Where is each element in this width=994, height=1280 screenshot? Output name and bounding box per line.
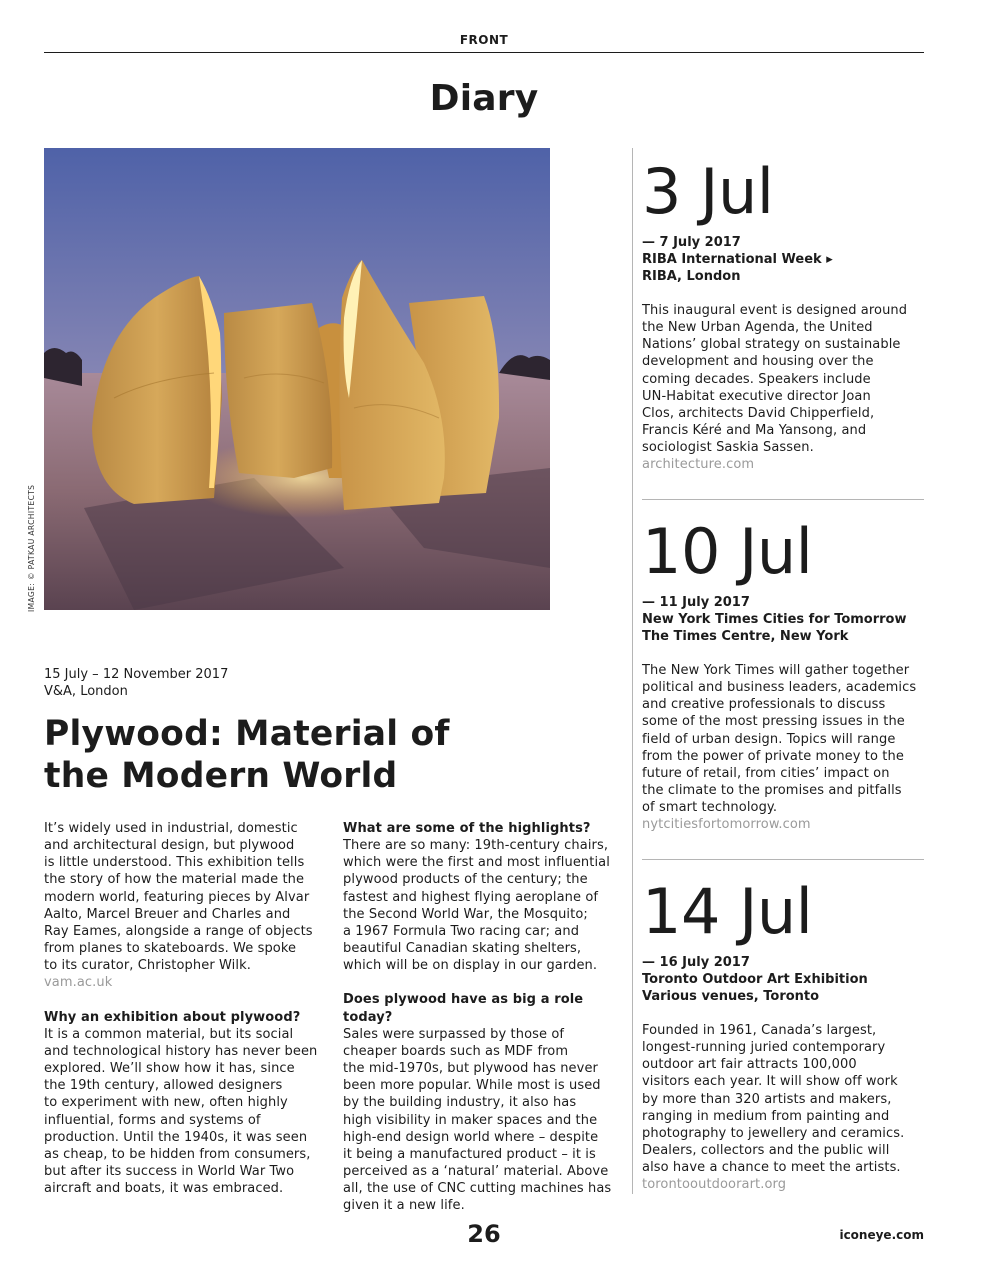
event-body-line: Clos, architects David Chipperfield, (642, 405, 875, 421)
intro-line: to its curator, Christopher Wilk. (44, 958, 251, 974)
intro-line: Ray Eames, alongside a range of objects (44, 923, 313, 939)
answer-2-line: There are so many: 19th-century chairs, (343, 838, 609, 854)
section-label: FRONT (459, 33, 509, 47)
feature-link[interactable]: vam.ac.uk (44, 975, 113, 991)
answer-3-line: the mid-1970s, but plywood has never (343, 1061, 598, 1077)
event-separator (642, 499, 924, 500)
answer-3-line: been more popular. While most is used (343, 1078, 601, 1094)
diary-event-3 (642, 875, 926, 1194)
feature-column-1 (44, 820, 334, 1197)
answer-2-line: the Second World War, the Mosquito; (343, 906, 588, 922)
feature-column-2 (343, 820, 633, 1214)
question-1: Why an exhibition about plywood? (44, 1009, 301, 1025)
intro-line: is little understood. This exhibition tells (44, 855, 305, 871)
event-body-line: the climate to the promises and pitfalls (642, 783, 902, 799)
intro-line: and architectural design, but plywood (44, 838, 295, 854)
diary-event-1 (642, 155, 926, 474)
event-meta (642, 954, 926, 1005)
paragraph-gap (343, 974, 633, 991)
event-name: Toronto Outdoor Art Exhibition (642, 972, 868, 987)
answer-3-line: by the building industry, it also has (343, 1095, 577, 1111)
feature-headline (44, 713, 504, 797)
answer-1-line: and technological history has never been (44, 1043, 318, 1059)
event-body-line: Dealers, collectors and the public will (642, 1143, 890, 1159)
answer-1-line: aircraft and boats, it was embraced. (44, 1181, 284, 1197)
event-name[interactable]: RIBA International Week ▸ (642, 252, 833, 267)
answer-1-line: the 19th century, allowed designers (44, 1078, 283, 1094)
event-name: New York Times Cities for Tomorrow (642, 612, 907, 627)
event-body-line: the New Urban Agenda, the United (642, 320, 873, 336)
page-title: Diary (429, 78, 539, 119)
event-body-line: field of urban design. Topics will range (642, 731, 896, 747)
site-url[interactable]: iconeye.com (839, 1228, 924, 1242)
event-body-line: ranging in medium from painting and (642, 1108, 890, 1124)
headline-line-1: Plywood: Material of (44, 714, 450, 754)
event-end-date: — 16 July 2017 (642, 955, 750, 970)
feature-dates-block (44, 666, 228, 700)
event-end-date: — 11 July 2017 (642, 595, 750, 610)
event-day: 10 Jul (642, 515, 813, 588)
event-body-line: Founded in 1961, Canada’s largest, (642, 1023, 877, 1038)
event-body-line: political and business leaders, academics (642, 680, 917, 696)
event-body-line: development and housing over the (642, 354, 874, 370)
answer-3-line: cheaper boards such as MDF from (343, 1043, 569, 1059)
diary-event-2 (642, 515, 926, 834)
feature-venue: V&A, London (44, 684, 128, 699)
feature-dates: 15 July – 12 November 2017 (44, 667, 229, 682)
paragraph-gap (44, 992, 334, 1009)
event-separator (642, 859, 924, 860)
answer-1-line: production. Until the 1940s, it was seen (44, 1129, 308, 1145)
intro-line: Aalto, Marcel Breuer and Charles and (44, 906, 291, 922)
event-body-line: outdoor art fair attracts 100,000 (642, 1057, 857, 1073)
answer-2-line: which will be on display in our garden. (343, 958, 598, 974)
event-body-line: Nations’ global strategy on sustainable (642, 337, 901, 353)
event-end-date: — 7 July 2017 (642, 235, 741, 250)
event-body-line: by more than 320 artists and makers, (642, 1091, 892, 1107)
event-body-line: coming decades. Speakers include (642, 371, 871, 387)
event-link[interactable]: nytcitiesfortomorrow.com (642, 817, 811, 833)
answer-2-line: fastest and highest flying aeroplane of (343, 889, 599, 905)
question-3: Does plywood have as big a role today? (343, 992, 584, 1025)
event-body-line: of smart technology. (642, 800, 778, 816)
event-meta (642, 594, 926, 645)
event-body-line: future of retail, from cities’ impact on (642, 765, 890, 781)
event-body-line: from the power of private money to the (642, 748, 904, 764)
event-link[interactable]: architecture.com (642, 457, 755, 473)
event-body (642, 302, 926, 474)
event-body-line: also have a chance to meet the artists. (642, 1160, 901, 1176)
answer-2-line: which were the first and most influential (343, 855, 610, 871)
event-body-line: longest-running juried contemporary (642, 1040, 886, 1056)
hero-image (44, 148, 550, 610)
event-body-line: The New York Times will gather together (642, 663, 910, 678)
headline-line-2: the Modern World (44, 756, 398, 796)
event-link[interactable]: torontooutdoorart.org (642, 1177, 787, 1193)
event-meta (642, 234, 926, 285)
answer-3-line: high visibility in maker spaces and the (343, 1112, 598, 1128)
answer-2-line: beautiful Canadian skating shelters, (343, 941, 582, 957)
column-divider (632, 148, 633, 1194)
intro-line: It’s widely used in industrial, domestic (44, 821, 298, 836)
event-body-line: sociologist Saskia Sassen. (642, 440, 814, 456)
image-credit: IMAGE: © PATKAU ARCHITECTS (27, 484, 36, 612)
event-body-line: This inaugural event is designed around (642, 303, 908, 318)
answer-2-line: a 1967 Formula Two racing car; and (343, 923, 580, 939)
event-body-line: photography to jewellery and ceramics. (642, 1125, 905, 1141)
event-body-line: UN-Habitat executive director Joan (642, 388, 871, 404)
event-body-line: some of the most pressing issues in the (642, 714, 905, 730)
intro-line: from planes to skateboards. We spoke (44, 941, 297, 957)
intro-line: modern world, featuring pieces by Alvar (44, 889, 310, 905)
answer-1-line: as cheap, to be hidden from consumers, (44, 1146, 311, 1162)
answer-3-line: high-end design world where – despite (343, 1129, 599, 1145)
event-body-line: visitors each year. It will show off work (642, 1074, 898, 1090)
event-body-line: Francis Kéré and Ma Yansong, and (642, 423, 867, 439)
page-number: 26 (467, 1220, 501, 1248)
answer-1-line: It is a common material, but its social (44, 1026, 294, 1042)
event-day: 14 Jul (642, 875, 813, 948)
answer-1-line: explored. We’ll show how it has, since (44, 1061, 295, 1077)
answer-2-line: plywood products of the century; the (343, 872, 588, 888)
answer-3-line: Sales were surpassed by those of (343, 1026, 565, 1042)
event-day: 3 Jul (642, 155, 774, 228)
event-body (642, 662, 926, 834)
event-body-line: and creative professionals to discuss (642, 697, 886, 713)
event-venue: RIBA, London (642, 269, 741, 284)
top-rule (44, 52, 924, 53)
answer-1-line: influential, forms and systems of (44, 1112, 261, 1128)
event-body (642, 1022, 926, 1194)
answer-3-line: it being a manufactured product – it is (343, 1146, 596, 1162)
event-venue: The Times Centre, New York (642, 629, 849, 644)
answer-1-line: to experiment with new, often highly (44, 1095, 288, 1111)
question-2: What are some of the highlights? (343, 821, 591, 836)
intro-line: the story of how the material made the (44, 872, 305, 888)
event-venue: Various venues, Toronto (642, 989, 820, 1004)
answer-1-line: but after its success in World War Two (44, 1163, 295, 1179)
answer-3-line: all, the use of CNC cutting machines has (343, 1181, 612, 1197)
answer-3-line: perceived as a ‘natural’ material. Above (343, 1163, 609, 1179)
answer-3-line: given it a new life. (343, 1198, 465, 1214)
